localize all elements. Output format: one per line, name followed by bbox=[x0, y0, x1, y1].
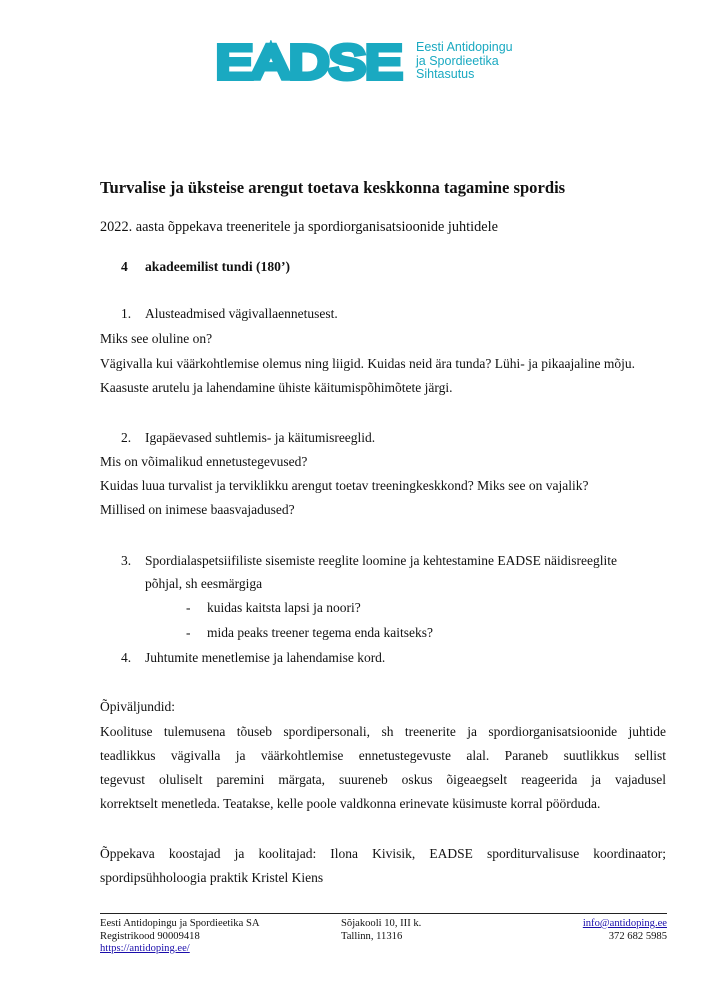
section-1-line-1: Miks see oluline on? bbox=[100, 331, 213, 346]
footer-phone: 372 682 5985 bbox=[608, 930, 667, 942]
document-subtitle: 2022. aasta õppekava treeneritele ja spordiorganisatsioonide juhtidele bbox=[100, 219, 498, 235]
section-3-bullet-2 bbox=[186, 625, 486, 643]
bullet-text: mida peaks treener tegema enda kaitseks? bbox=[207, 625, 434, 640]
eadse-logo bbox=[216, 40, 536, 90]
section-2-line-1: Mis on võimalikud ennetustegevused? bbox=[100, 454, 308, 469]
section-3-heading bbox=[121, 553, 667, 571]
logo-name-line-1: Eesti Antidopingu bbox=[416, 40, 513, 54]
hours-text: akadeemilist tundi (180’) bbox=[145, 259, 291, 274]
footer-address bbox=[341, 918, 421, 943]
authors-line-2: spordipsühholoogia praktik Kristel Kiens bbox=[100, 870, 324, 885]
section-2-title: Igapäevased suhtlemis- ja käitumisreeglid. bbox=[145, 430, 376, 445]
eadse-logo-mark bbox=[216, 40, 406, 84]
footer-contact bbox=[560, 918, 667, 943]
section-2-line-3: Millised on inimese baasvajadused? bbox=[100, 502, 295, 517]
svg-text:EADSE: EADSE bbox=[216, 40, 402, 84]
section-3-title-line-2: põhjal, sh eesmärgiga bbox=[145, 576, 263, 591]
outcomes-line-2: teadlikkus vägivalla ja väärkohtlemise ennetustegevuste alal. Paraneb suutlikkus sellist bbox=[100, 748, 666, 763]
section-1-number: 1. bbox=[121, 306, 132, 321]
logo-name-line-3: Sihtasutus bbox=[416, 67, 475, 81]
section-4-heading bbox=[121, 650, 601, 668]
footer-divider bbox=[100, 913, 667, 914]
footer-address-line-1: Sõjakooli 10, III k. bbox=[341, 918, 422, 929]
section-1-title: Alusteadmised vägivallaennetusest. bbox=[145, 306, 338, 321]
section-2-heading bbox=[121, 430, 601, 448]
logo-organization-name bbox=[416, 41, 546, 82]
bullet-text: kuidas kaitsta lapsi ja noori? bbox=[207, 600, 361, 615]
section-2-line-2: Kuidas luua turvalist ja terviklikku arengut toetav treeningkeskkond? Miks see on vajalik? bbox=[100, 478, 589, 493]
footer-address-line-2: Tallinn, 11316 bbox=[341, 930, 403, 942]
bullet-dash: - bbox=[186, 625, 191, 640]
section-4-number: 4. bbox=[121, 650, 132, 665]
outcomes-line-3: tegevust oluliselt paremini märgata, suureneb oskus õigeaegselt reageerida ja vajadusel bbox=[100, 772, 666, 787]
authors-line-1: Õppekava koostajad ja koolitajad: Ilona Kivisik, EADSE sporditurvalisuse koordinaator; bbox=[100, 846, 666, 861]
outcomes-line-4: korrektselt menetleda. Teatakse, kelle poole valdkonna erinevate küsimuste korral pöörduda. bbox=[100, 796, 601, 811]
section-3-title-line-1: Spordialaspetsiifiliste sisemiste reeglite loomine ja kehtestamine EADSE näidisreeglite bbox=[145, 553, 618, 568]
section-3-number: 3. bbox=[121, 553, 132, 568]
footer-email-link[interactable]: info@antidoping.ee bbox=[582, 918, 667, 929]
section-4-title: Juhtumite menetlemise ja lahendamise kord. bbox=[145, 650, 386, 665]
course-hours bbox=[121, 259, 290, 275]
footer-organization bbox=[100, 918, 259, 956]
section-3-bullet-1 bbox=[186, 600, 486, 618]
outcomes-label: Õpiväljundid: bbox=[100, 699, 175, 714]
section-1-line-3: Kaasuste arutelu ja lahendamine ühiste käitumispõhimõtete järgi. bbox=[100, 380, 453, 395]
footer-org-name: Eesti Antidopingu ja Spordieetika SA bbox=[100, 918, 260, 929]
footer-reg-code: Registrikood 90009418 bbox=[100, 930, 200, 942]
footer-website-link[interactable]: https://antidoping.ee/ bbox=[100, 943, 190, 954]
bullet-dash: - bbox=[186, 600, 191, 615]
hours-number: 4 bbox=[121, 259, 128, 274]
logo-name-line-2: ja Spordieetika bbox=[416, 53, 499, 68]
section-2-number: 2. bbox=[121, 430, 132, 445]
document-title: Turvalise ja üksteise arengut toetava keskkonna tagamine spordis bbox=[100, 178, 566, 197]
section-1-heading bbox=[121, 306, 601, 324]
outcomes-line-1: Koolituse tulemusena tõuseb spordipersonali, sh treenerite ja spordiorganisatsioonide juhtide bbox=[100, 724, 666, 739]
section-1-line-2: Vägivalla kui väärkohtlemise olemus ning liigid. Kuidas neid ära tunda? Lühi- ja pikaajaline mõju. bbox=[100, 356, 635, 371]
